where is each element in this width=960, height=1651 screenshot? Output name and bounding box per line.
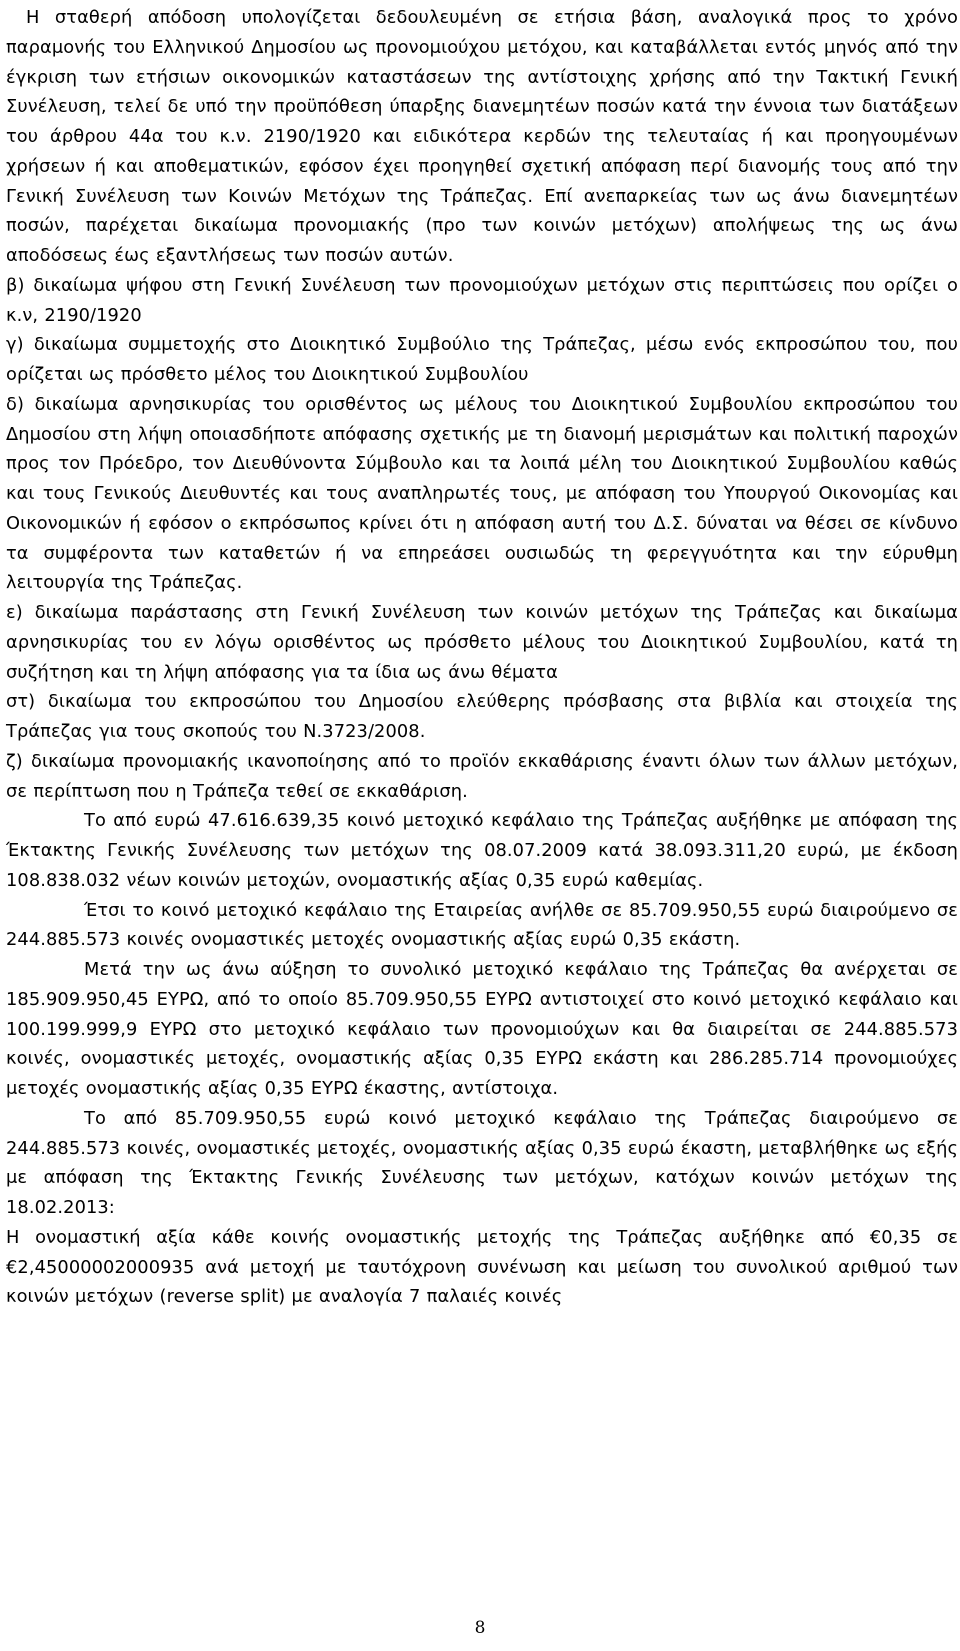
paragraph-general-meeting-attendance: ε) δικαίωμα παράστασης στη Γενική Συνέλευση των κοινών μετόχων της Τράπεζας και δικαίωμα αρνησικυρίας του εν λόγω ορισθέντος ως πρόσθετο μέλους του Διοικητικού Συμβουλίου, κατά τη συζήτηση και τη λήψη απόφασης για τα ίδια ως άνω θέματα — [6, 602, 958, 683]
paragraph-capital-increase: Το από ευρώ 47.616.639,35 κοινό μετοχικό κεφάλαιο της Τράπεζας αυξήθηκε με απόφαση της Έκτακτης Γενικής Συνέλευσης των μετόχων της 08.07.2009 κατά 38.093.311,20 ευρώ, με έκδοση 108.838.032 νέων κοινών μετοχών, ονομαστικής αξίας 0,35 ευρώ καθεμίας. — [6, 810, 958, 891]
paragraph-voting-right: β) δικαίωμα ψήφου στη Γενική Συνέλευση των προνομιούχων μετόχων στις περιπτώσεις που ορίζει ο κ.ν, 2190/1920 — [6, 274, 958, 326]
paragraph-fixed-return: Η σταθερή απόδοση υπολογίζεται δεδουλευμένη σε ετήσια βάση, αναλογικά προς το χρόνο παραμονής του Ελληνικού Δημοσίου ως προνομιούχου μετόχου, και καταβάλλεται εντός μηνός από την έγκριση των ετήσιων οικονομικών καταστάσεων της αντίστοιχης χρήσης από την Τακτική Γενική Συνέλευση, τελεί δε υπό την προϋπόθεση ύπαρξης διανεμητέων ποσών κατά την έννοια των διατάξεων του άρθρου 44α του κ.ν. 2190/1920 και ειδικότερα κερδών της τελευταίας ή και προηγουμένων χρήσεων ή και αποθεματικών, εφόσον έχει προηγηθεί σχετική απόφαση περί διανομής τους από την Γενική Συνέλευση των Κοινών Μετόχων της Τράπεζας. Επί ανεπαρκείας των ως άνω διανεμητέων ποσών, παρέχεται δικαίωμα προνομιακής (προ των κοινών μετόχων) απολήψεως της ως άνω αποδόσεως έως εξαντλήσεως των ποσών αυτών. — [6, 7, 958, 266]
paragraph-veto-right: δ) δικαίωμα αρνησικυρίας του ορισθέντος ως μέλους του Διοικητικού Συμβουλίου εκπροσώπου του Δημοσίου στη λήψη οποιασδήποτε απόφασης σχετικής με τη διανομή μερισμάτων και πολιτική παροχών προς τον Πρόεδρο, τον Διευθύνοντα Σύμβουλο και τα λοιπά μέλη του Διοικητικού Συμβουλίου καθώς και τους Γενικούς Διευθυντές και τους αναπληρωτές τους, με απόφαση του Υπουργού Οικονομίας και Οικονομικών ή εφόσον ο εκπρόσωπος κρίνει ότι η απόφαση αυτή του Δ.Σ. δύναται να θέσει σε κίνδυνο τα συμφέροντα των καταθετών ή να επηρεάσει ουσιωδώς τη φερεγγυότητα και την εύρυθμη λειτουργία της Τράπεζας. — [6, 393, 958, 594]
paragraph-board-participation: γ) δικαίωμα συμμετοχής στο Διοικητικό Συμβούλιο της Τράπεζας, μέσω ενός εκπροσώπου του, που ορίζεται ως πρόσθετο μέλος του Διοικητικού Συμβουλίου — [6, 334, 958, 385]
paragraph-total-capital-after-increase: Μετά την ως άνω αύξηση το συνολικό μετοχικό κεφάλαιο της Τράπεζας θα ανέρχεται σε 185.909.950,45 ΕΥΡΩ, από το οποίο 85.709.950,55 ΕΥΡΩ αντιστοιχεί στο κοινό μετοχικό κεφάλαιο και 100.199.999,9 ΕΥΡΩ στο μετοχικό κεφάλαιο των προνομιούχων και θα διαιρείται σε 244.885.573 κοινές, ονομαστικές μετοχές, ονομαστικής αξίας 0,35 ΕΥΡΩ εκάστη και 286.285.714 προνομιούχες μετοχές ονομαστικής αξίας 0,35 ΕΥΡΩ έκαστης, αντίστοιχα. — [6, 959, 958, 1099]
page-number: 8 — [474, 1618, 486, 1638]
paragraph-access-to-books: στ) δικαίωμα του εκπροσώπου του Δημοσίου ελεύθερης πρόσβασης στα βιβλία και στοιχεία της Τράπεζας για τους σκοπούς του Ν.3723/2008. — [6, 691, 958, 742]
paragraph-capital-change: Το από 85.709.950,55 ευρώ κοινό μετοχικό κεφάλαιο της Τράπεζας διαιρούμενο σε 244.885.573 κοινές, ονομαστικές μετοχές, ονομαστικής αξίας 0,35 ευρώ έκαστη, μεταβλήθηκε ως εξής με απόφαση της Έκτακτης Γενικής Συνέλευσης των μετόχων, κατόχων κοινών μετόχων της 18.02.2013: — [6, 1107, 958, 1218]
paragraph-liquidation-priority: ζ) δικαίωμα προνομιακής ικανοποίησης από το προϊόν εκκαθάρισης έναντι όλων των άλλων μετόχων, σε περίπτωση που η Τράπεζα τεθεί σε εκκαθάριση. — [6, 750, 958, 802]
document-body — [6, 3, 958, 1312]
paragraph-share-capital-total: Έτσι το κοινό μετοχικό κεφάλαιο της Εταιρείας ανήλθε σε 85.709.950,55 ευρώ διαιρούμενο σε 244.885.573 κοινές ονομαστικές μετοχές ονομαστικής αξίας ευρώ 0,35 εκάστη. — [6, 899, 958, 951]
paragraph-nominal-value-reverse-split: Η ονομαστική αξία κάθε κοινής ονομαστικής μετοχής της Τράπεζας αυξήθηκε από €0,35 σε €2,45000002000935 ανά μετοχή με ταυτόχρονη συνένωση και μείωση του συνολικού αριθμού των κοινών μετόχων (reverse split) με αναλογία 7 παλαιές κοινές — [6, 1226, 958, 1308]
